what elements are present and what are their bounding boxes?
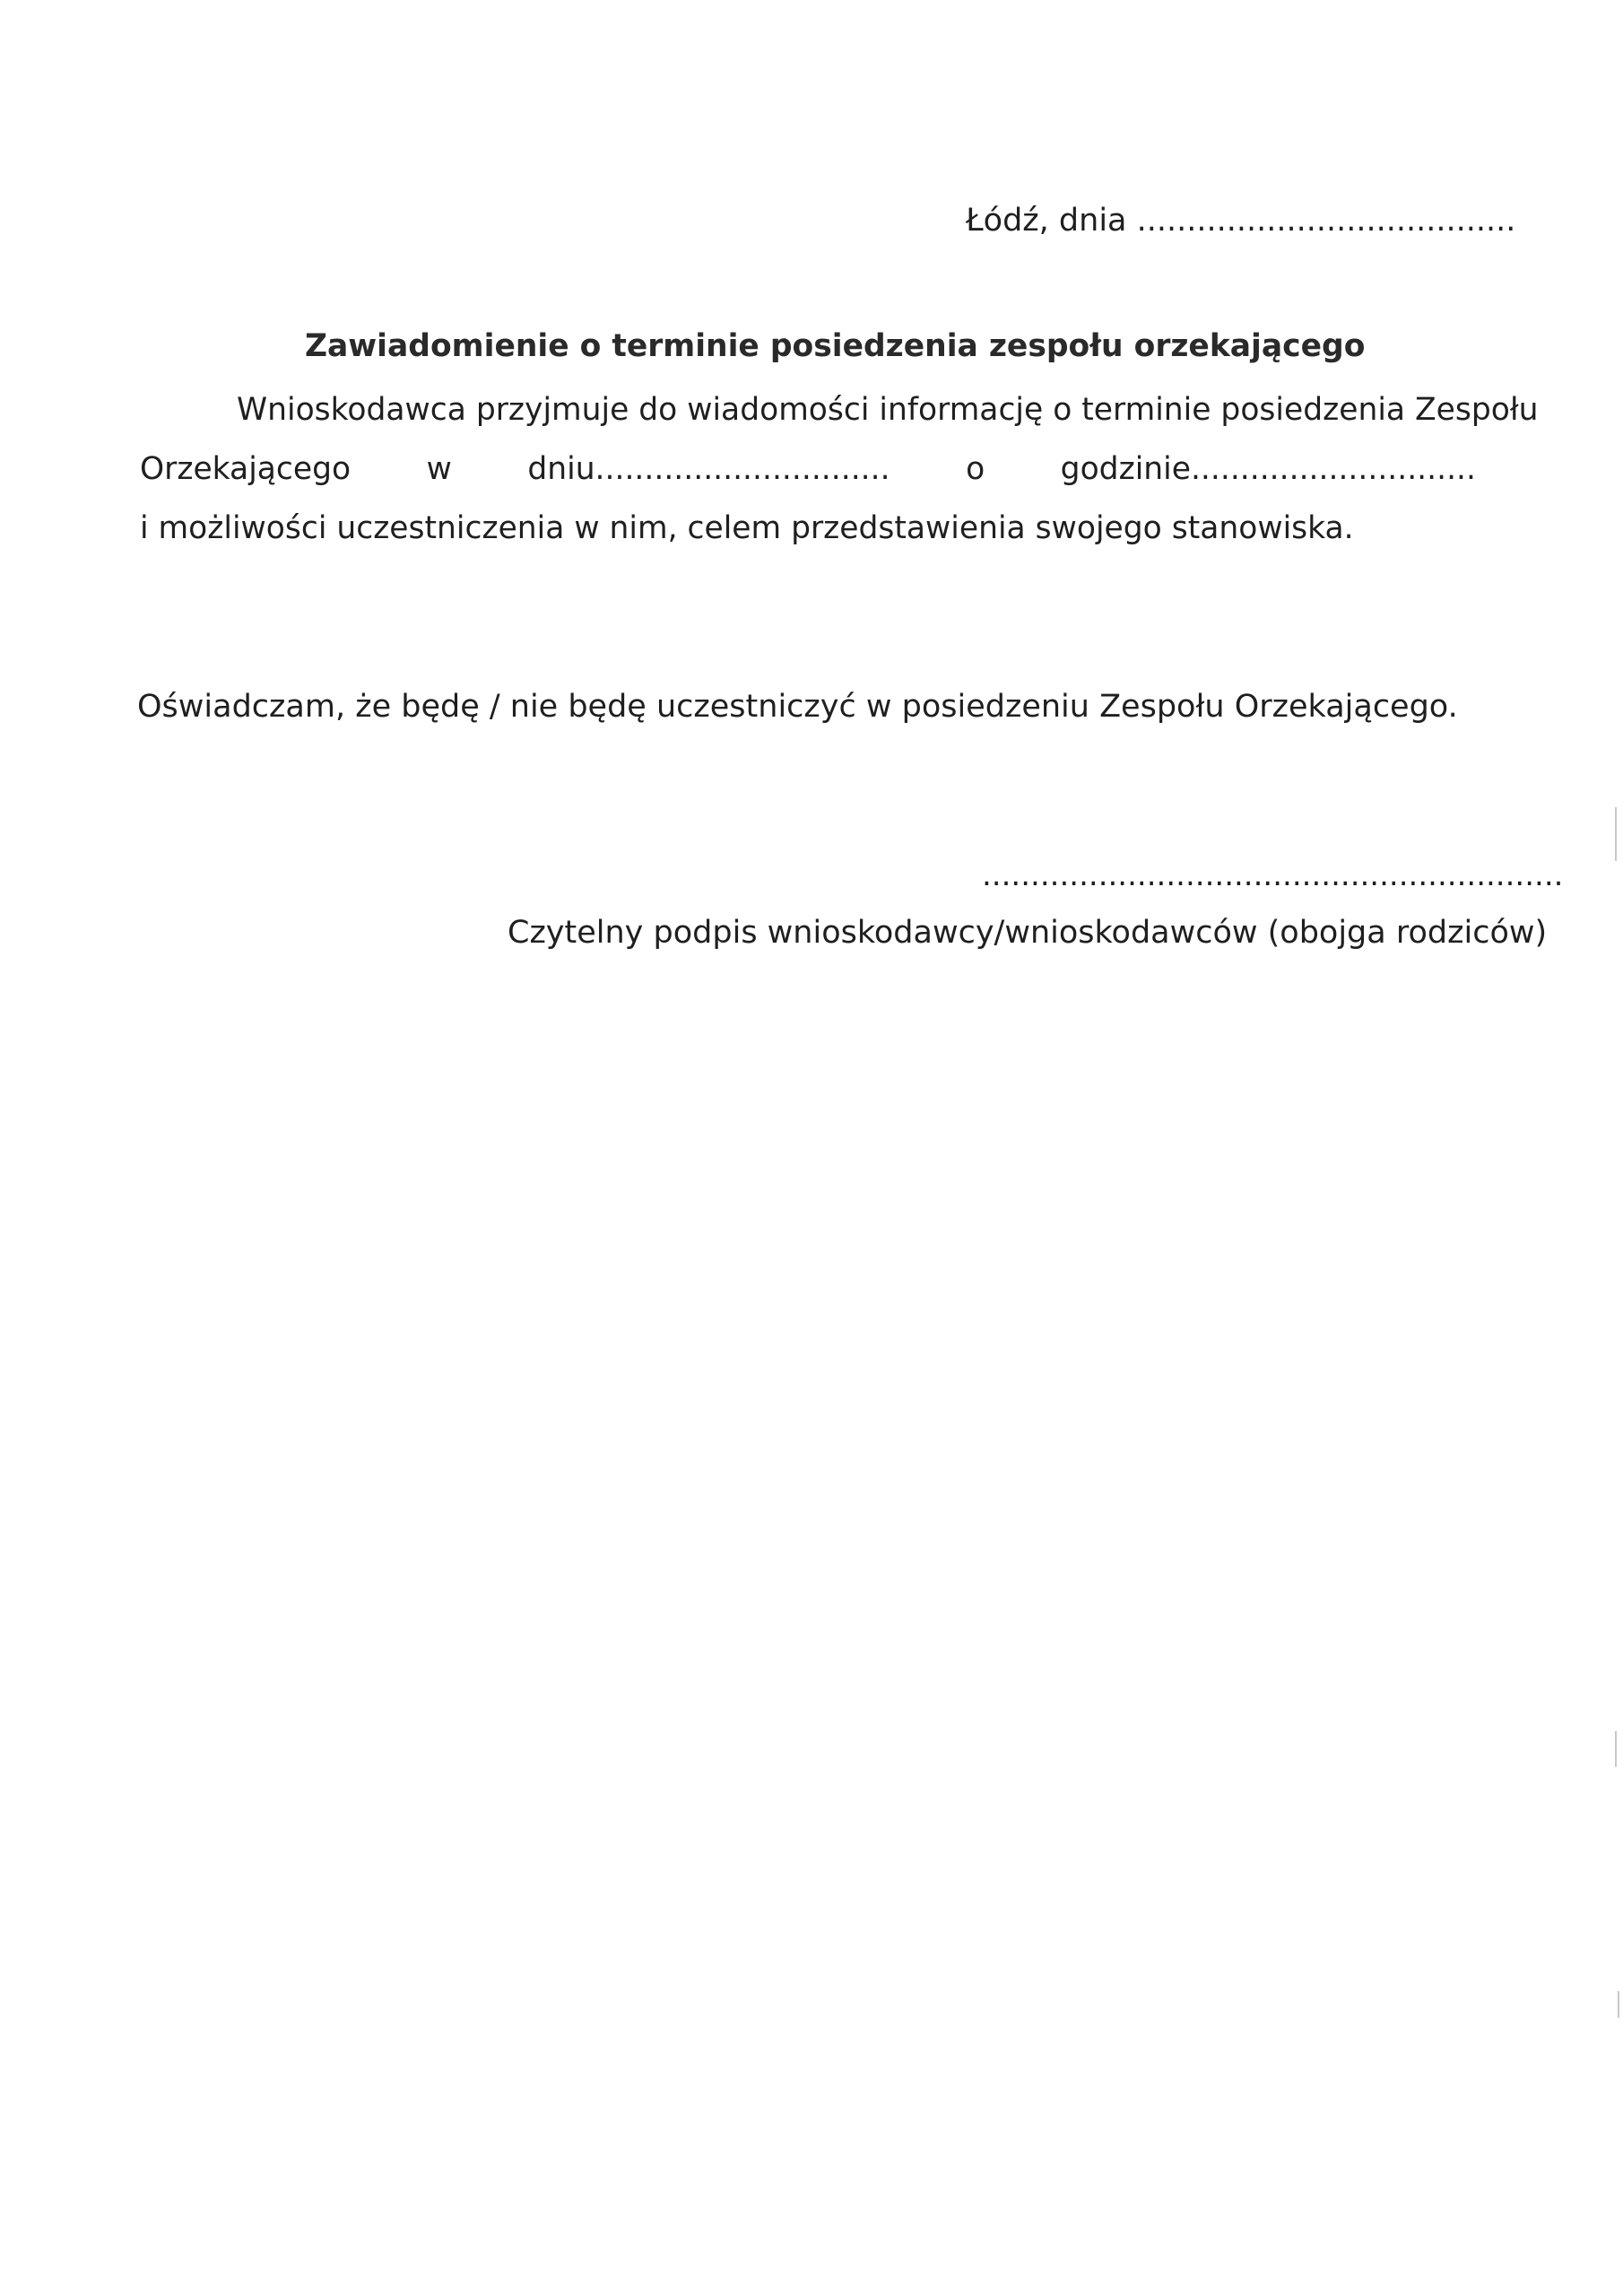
paragraph-word-o: o (966, 451, 985, 487)
scan-artifact (1615, 807, 1617, 861)
scan-artifact (1618, 1991, 1619, 2018)
scan-artifact (1615, 1731, 1617, 1767)
date-line: Łódź, dnia ...................................... (966, 203, 1516, 239)
day-field: dniu.............................. (527, 451, 890, 487)
signature-line: ............................................................ (982, 857, 1564, 893)
paragraph-word-w: w (426, 451, 452, 487)
paragraph-line-2 (140, 449, 1476, 489)
document-title: Zawiadomienie o terminie posiedzenia zespołu orzekającego (305, 328, 1366, 364)
paragraph-line-3: i możliwości uczestniczenia w nim, celem przedstawienia swojego stanowiska. (140, 510, 1354, 546)
attendance-statement: Oświadczam, że będę / nie będę uczestniczyć w posiedzeniu Zespołu Orzekającego. (137, 689, 1458, 725)
signature-caption: Czytelny podpis wnioskodawcy/wnioskodawców (obojga rodziców) (508, 915, 1548, 951)
paragraph-word-orzekajacego: Orzekającego (140, 451, 352, 487)
hour-field: godzinie............................. (1060, 451, 1476, 487)
paragraph-line-1: Wnioskodawca przyjmuje do wiadomości informację o terminie posiedzenia Zespołu (237, 392, 1539, 428)
